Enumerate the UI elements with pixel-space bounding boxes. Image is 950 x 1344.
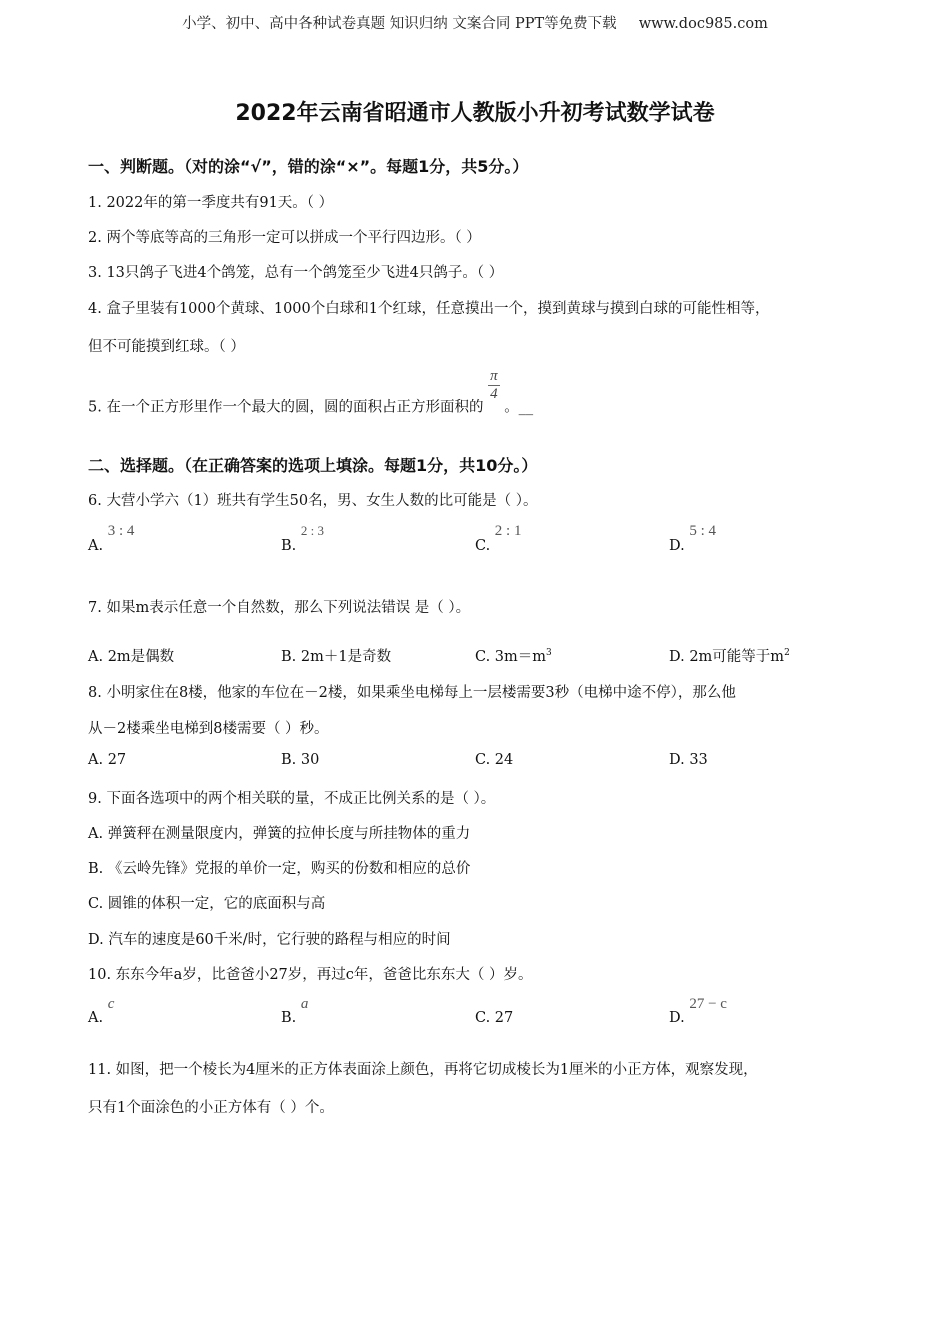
option-label: A. [88,538,104,554]
option-label: A. [88,649,104,665]
option-value: a [300,996,309,1012]
q6-option-b[interactable] [281,523,324,554]
q8-option-a[interactable] [88,752,126,768]
option-value: 2 : 1 [494,523,522,539]
option-value: 27 [494,1010,514,1026]
q7-option-d[interactable] [669,645,790,666]
q8-option-d[interactable] [669,752,708,768]
question-5-tail: 。__ [504,399,534,416]
question-6: 6. 大营小学六（1）班共有学生50名，男、女生人数的比可能是（ ）。 [88,493,538,509]
option-value: 27 [107,752,127,768]
fraction-numerator: π [490,368,498,384]
option-label: A. [88,752,104,768]
option-value: 5 : 4 [689,523,716,539]
q10-option-c[interactable] [475,1010,513,1026]
header-site-link[interactable]: www.doc985.com [638,16,768,32]
option-value: 2m是偶数 [107,649,175,665]
q6-option-c[interactable] [475,523,522,554]
exponent: 2 [784,648,790,659]
q10-option-b[interactable] [281,996,309,1026]
option-value: 3 : 4 [107,523,135,539]
q8-option-b[interactable] [281,752,319,768]
section-2-heading: 二、选择题。（在正确答案的选项上填涂。每题1分，共10分。） [88,456,538,475]
q9-option-b[interactable]: B. 《云岭先锋》党报的单价一定，购买的份数和相应的总价 [88,861,471,877]
q8-option-c[interactable] [475,752,513,768]
option-label: C. [475,752,491,768]
header-text: 小学、初中、高中各种试卷真题 知识归纳 文案合同 PPT等免费下载 [182,16,617,32]
question-2: 2. 两个等底等高的三角形一定可以拼成一个平行四边形。（ ） [88,230,481,246]
q6-option-a[interactable] [88,523,135,554]
q7-option-b[interactable] [281,645,391,666]
question-4-line-2: 但不可能摸到红球。（ ） [88,339,245,355]
option-value: 2 : 3 [300,523,324,538]
q7-option-a[interactable] [88,645,174,666]
option-label: B. [281,649,297,665]
question-5 [88,368,533,417]
exam-title: 2022年云南省昭通市人教版小升初考试数学试卷 [235,101,715,126]
question-11-line-2: 只有1个面涂色的小正方体有（ ）个。 [88,1100,334,1116]
q10-option-a[interactable] [88,996,115,1026]
option-value: 24 [494,752,514,768]
option-value: 27 − c [689,996,727,1012]
option-value: 30 [300,752,320,768]
question-3: 3. 13只鸽子飞进4个鸽笼，总有一个鸽笼至少飞进4只鸽子。（ ） [88,265,504,281]
question-5-text: 5. 在一个正方形里作一个最大的圆，圆的面积占正方形面积的 [88,399,484,416]
section-1-heading: 一、判断题。（对的涂“√”，错的涂“×”。每题1分，共5分。） [88,157,529,176]
question-8-line-2: 从－2楼乘坐电梯到8楼需要（ ）秒。 [88,721,329,737]
exponent: 3 [546,648,552,659]
page-header [0,12,950,33]
fraction-denominator: 4 [490,386,498,402]
option-label: B. [281,752,297,768]
option-label: B. [281,538,297,554]
q6-option-d[interactable] [669,523,716,554]
option-value: 2m＋1是奇数 [300,649,392,665]
pi-over-4-fraction [488,368,500,403]
option-label: A. [88,1010,104,1026]
question-7: 7. 如果m表示任意一个自然数，那么下列说法错误 是（ ）。 [88,600,471,616]
question-8-line-1: 8. 小明家住在8楼，他家的车位在－2楼，如果乘坐电梯每上一层楼需要3秒（电梯中途不停），那么他 [88,685,736,701]
option-value: c [107,996,115,1012]
option-label: D. [669,752,685,768]
question-11-line-1: 11. 如图，把一个棱长为4厘米的正方体表面涂上颜色，再将它切成棱长为1厘米的小正方体，观察发现， [88,1062,758,1078]
q9-option-c[interactable]: C. 圆锥的体积一定，它的底面积与高 [88,896,326,912]
option-label: B. [281,1010,297,1026]
q9-option-d[interactable]: D. 汽车的速度是60千米/时，它行驶的路程与相应的时间 [88,932,451,948]
q10-option-d[interactable] [669,996,727,1026]
option-value: 3m＝m [494,649,547,665]
option-label: C. [475,1010,491,1026]
q9-option-a[interactable]: A. 弹簧秤在测量限度内，弹簧的拉伸长度与所挂物体的重力 [88,826,471,842]
question-10: 10. 东东今年a岁，比爸爸小27岁，再过c年，爸爸比东东大（ ）岁。 [88,967,533,983]
question-4-line-1: 4. 盒子里装有1000个黄球、1000个白球和1个红球，任意摸出一个，摸到黄球与摸到白球的可能性相等， [88,301,770,317]
option-value: 2m可能等于m [689,649,785,665]
option-label: D. [669,538,685,554]
q7-option-c[interactable] [475,645,552,666]
option-label: D. [669,1010,685,1026]
option-label: C. [475,538,491,554]
question-1: 1. 2022年的第一季度共有91天。（ ） [88,195,334,211]
option-label: C. [475,649,491,665]
question-9: 9. 下面各选项中的两个相关联的量，不成正比例关系的是（ ）。 [88,791,496,807]
option-label: D. [669,649,685,665]
option-value: 33 [689,752,708,768]
